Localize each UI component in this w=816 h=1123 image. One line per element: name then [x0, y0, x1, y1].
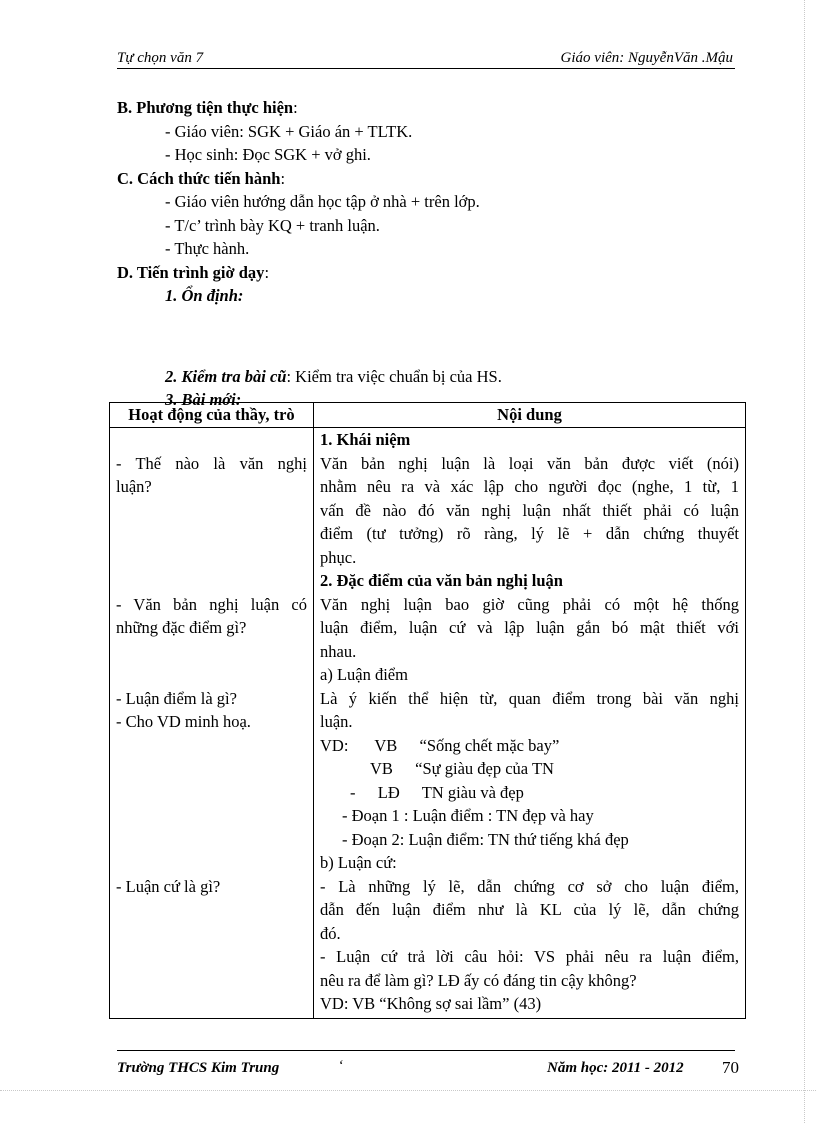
step-2-label: 2. Kiểm tra bài cũ — [165, 366, 287, 386]
section-c-item: - Thực hành. — [165, 239, 250, 258]
footer-school: Trường THCS Kim Trung — [117, 1060, 280, 1076]
section-c-item: - T/c’ trình bày KQ + tranh luận. — [165, 215, 380, 235]
section-b-title: B. Phương tiện thực hiện — [117, 98, 294, 117]
concept-line: Văn bản nghị luận là loại văn bản được viết (nói) — [320, 453, 739, 473]
header-subject: Tự chọn văn 7 — [117, 50, 204, 66]
section-b-item: - Học sinh: Đọc SGK + vở ghi. — [165, 145, 371, 164]
evidence-line: đó. — [320, 923, 341, 943]
example-1 — [320, 734, 739, 758]
ld-dash: - — [350, 782, 356, 802]
section-c-title: C. Cách thức tiến hành — [117, 168, 281, 188]
features-line: Văn nghị luận bao giờ cũng phải có một hệ thống — [320, 594, 739, 614]
thesis-line: Là ý kiến thể hiện từ, quan điểm trong bài văn nghị — [320, 688, 739, 708]
evidence-line-2: - Luận cứ trả lời câu hỏi: VS phải nêu ra luận điểm, — [320, 947, 739, 966]
page-footer — [117, 1050, 739, 1079]
step-1-heading: 1. Ổn định: — [165, 286, 244, 305]
evidence-line-2: nêu ra để làm gì? LĐ ấy có đáng tin cậy không? — [320, 970, 637, 990]
example-title: “Sự giàu đẹp của TN — [415, 759, 554, 778]
thesis-heading: a) Luận điểm — [320, 665, 408, 684]
section-d-title: D. Tiến trình giờ dạy — [117, 262, 265, 282]
example-vb: VB — [370, 759, 393, 778]
header-content: Nội dung — [314, 403, 746, 428]
table-header-row — [110, 403, 746, 428]
step-3-heading: 3. Bài mới: — [165, 390, 242, 409]
page-number: 70 — [722, 1058, 739, 1077]
lesson-table — [109, 402, 746, 1019]
paragraph-2-thesis: - Đoạn 2: Luận điểm: TN thứ tiếng khá đẹp — [342, 829, 629, 849]
page-frame-right — [804, 0, 805, 1123]
paragraph-1-thesis: - Đoạn 1 : Luận điểm : TN đẹp và hay — [342, 806, 594, 825]
footer-tick: ‘ — [338, 1058, 343, 1074]
features-line: luận điểm, luận cứ và lập luận gắn bó mật thiết với — [320, 618, 739, 637]
concept-line: điểm (tư tưởng) rõ ràng, lý lẽ + dẫn chứng thuyết — [320, 524, 739, 543]
activity-column — [110, 428, 314, 1019]
evidence-line: - Là những lý lẽ, dẫn chứng cơ sở cho luận điểm, — [320, 876, 739, 896]
evidence-line: dẫn đến luận điểm như là KL của lý lẽ, dẫn chứng — [320, 900, 739, 919]
evidence-heading: b) Luận cứ: — [320, 853, 397, 872]
content-column — [314, 428, 746, 1019]
features-heading: 2. Đặc điểm của văn bản nghị luận — [320, 571, 563, 590]
table-row — [110, 428, 746, 1019]
page-frame-bottom — [0, 1090, 816, 1091]
header-teacher: Giáo viên: NguyễnVăn .Mậu — [560, 50, 733, 66]
footer-year: Năm học: 2011 - 2012 — [547, 1060, 684, 1076]
question-5: - Luận cứ là gì? — [116, 876, 221, 896]
section-b-item: - Giáo viên: SGK + Giáo án + TLTK. — [165, 121, 413, 141]
header-activity: Hoạt động của thầy, trò — [110, 403, 314, 428]
ld-label: LĐ — [377, 782, 400, 802]
question-2a: - Văn bản nghị luận có — [116, 594, 307, 614]
example-3: VD: VB “Không sợ sai lầm” (43) — [320, 994, 542, 1013]
page-header — [117, 48, 735, 69]
concept-line: nhằm nêu ra và xác lập cho người đọc (nghe, 1 từ, 1 — [320, 477, 739, 496]
concept-line: vấn đề nào đó văn nghị luận nhất thiết phải có luận — [320, 500, 739, 520]
question-4: - Cho VD minh hoạ. — [116, 712, 251, 731]
example-vb: VB — [374, 735, 398, 755]
example-label: VD: — [320, 735, 349, 755]
ld-text: TN giàu và đẹp — [421, 782, 524, 802]
question-1b: luận? — [116, 477, 152, 496]
thesis-line: luận. — [320, 712, 353, 731]
features-line: nhau. — [320, 641, 357, 661]
question-3: - Luận điểm là gì? — [116, 688, 237, 708]
question-1a: - Thế nào là văn nghị — [116, 453, 307, 473]
lesson-body: B. Phương tiện thực hiện: - Giáo viên: SGK + Giáo án + TLTK. - Học sinh: Đọc SGK + vở ghi. C. Cách thức tiến hành: - Giáo viên hướng dẫn học tập ở nhà + trên lớp. - T/c’ trình bày KQ + tranh luận. - Thực hành. D. Tiến trình giờ dạy: 1. Ổn định: 2. Kiểm tra bài cũ: Kiểm tra việc chuẩn bị của HS. 3. Bài mới: — [117, 96, 757, 412]
example-title: “Sống chết mặc bay” — [419, 735, 560, 755]
example-2 — [320, 757, 739, 781]
section-c-item: - Giáo viên hướng dẫn học tập ở nhà + trên lớp. — [165, 192, 480, 211]
example-ld — [320, 781, 739, 805]
step-2-text: : Kiểm tra việc chuẩn bị của HS. — [286, 366, 502, 386]
concept-line: phục. — [320, 547, 357, 567]
concept-heading: 1. Khái niệm — [320, 430, 411, 449]
question-2b: những đặc điểm gì? — [116, 618, 247, 637]
